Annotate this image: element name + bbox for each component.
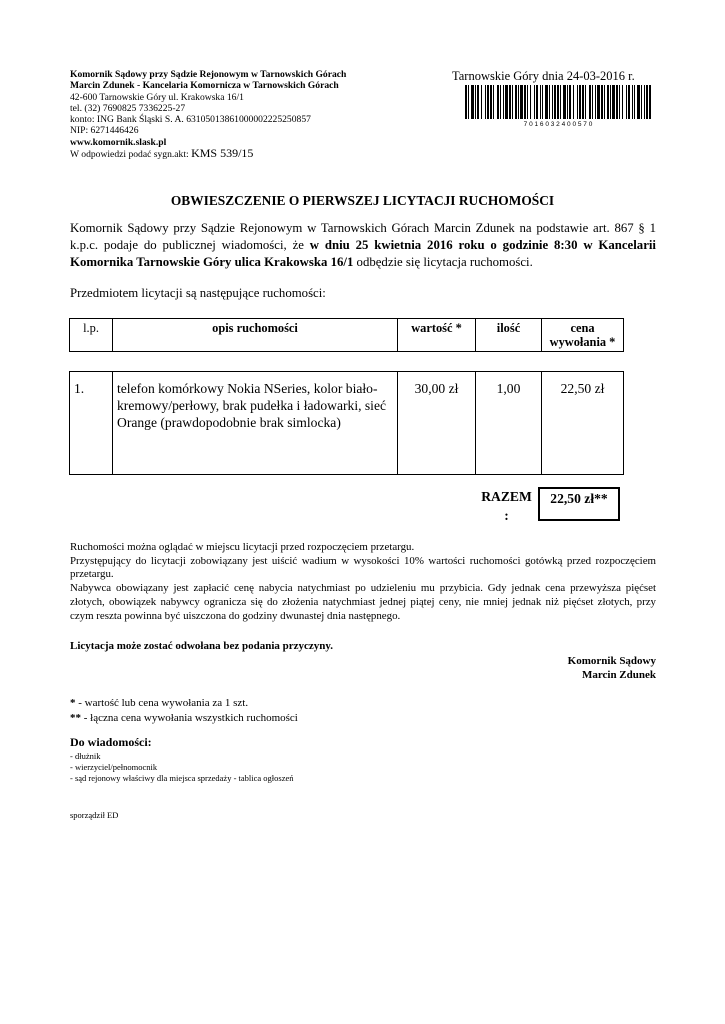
condition-paragraph: Ruchomości można oglądać w miejscu licytacji przed rozpoczęciem przetargu. xyxy=(70,541,415,553)
header-phone: tel. (32) 7690825 7336225-27 xyxy=(70,102,186,114)
footnote-mark: * xyxy=(70,697,76,709)
document-title: OBWIESZCZENIE O PIERWSZEJ LICYTACJI RUCHOMOŚCI xyxy=(170,193,555,208)
place-and-date: Tarnowskie Góry dnia 24-03-2016 r. xyxy=(452,69,635,83)
cell-lp: 1. xyxy=(70,372,113,475)
table-spacer xyxy=(70,352,624,372)
barcode-digits: 7 0 1 6 0 3 2 4 0 0 5 7 0 xyxy=(523,121,593,128)
distribution-list xyxy=(70,737,294,783)
distribution-title: Do wiadomości: xyxy=(70,735,152,749)
header-website: www.komornik.slask.pl xyxy=(70,136,167,148)
signature-name: Marcin Zdunek xyxy=(581,669,656,681)
intro-text-2: odbędzie się licytacja ruchomości. xyxy=(353,255,533,269)
cell-price: 22,50 zł xyxy=(542,372,624,475)
cell-quantity: 1,00 xyxy=(476,372,542,475)
cancellation-notice: Licytacja może zostać odwołana bez podania przyczyny. xyxy=(70,640,334,652)
items-table xyxy=(69,318,624,475)
footnote-mark: ** xyxy=(70,711,81,724)
header-address: 42-600 Tarnowskie Góry ul. Krakowska 16/1 xyxy=(70,91,244,103)
distribution-item: - dłużnik xyxy=(70,751,101,761)
table-header-row xyxy=(70,319,624,352)
footnote-2 xyxy=(70,711,298,726)
barcode-bars xyxy=(465,85,651,119)
reference-label: W odpowiedzi podać sygn.akt: xyxy=(70,149,192,161)
footnote-text: - wartość lub cena wywołania za 1 szt. xyxy=(75,697,249,709)
total-value: 22,50 zł** xyxy=(538,487,620,521)
reference-value: KMS 539/15 xyxy=(191,146,254,161)
footnotes xyxy=(70,696,298,725)
barcode xyxy=(463,85,653,129)
footnote-1 xyxy=(70,696,298,711)
header-account: konto: ING Bank Śląski S. A. 63105013861000002225250857 xyxy=(70,114,311,126)
intro-text-1: Komornik Sądowy przy Sądzie Rejonowym w Tarnowskich Górach Marcin Zdunek na podstawie art. 867 § 1 k.p.c. podaje do publicznej wiadomości, że xyxy=(70,221,656,252)
signature-block xyxy=(568,654,656,682)
condition-paragraph: Przystępujący do licytacji zobowiązany jest uiścić wadium w wysokości 10% wartości ruchomości gotówką przed rozpoczęciem przetargu. xyxy=(70,554,656,581)
header-lp: l.p. xyxy=(70,319,113,352)
intro-bold-text: w dniu 25 kwietnia 2016 roku o godzinie 8:30 w Kancelarii Komornika Tarnowskie Góry ulica Krakowska 16/1 xyxy=(70,238,656,269)
header-line-1: Komornik Sądowy przy Sądzie Rejonowym w Tarnowskich Górach xyxy=(70,69,347,80)
cell-description: telefon komórkowy Nokia NSeries, kolor biało- kremowy/perłowy, brak pudełka i ładowarki, sieć Orange (prawdopodobnie brak simlocka) xyxy=(113,372,398,475)
conditions-text xyxy=(70,541,656,623)
table-row xyxy=(70,372,624,475)
subject-line: Przedmiotem licytacji są następujące ruchomości: xyxy=(70,286,326,300)
intro-paragraph xyxy=(70,220,656,271)
sender-header xyxy=(70,69,430,160)
header-value: wartość * xyxy=(398,319,476,352)
signature-role: Komornik Sądowy xyxy=(567,655,656,667)
header-price: cena wywołania * xyxy=(542,319,624,352)
header-line-2: Marcin Zdunek - Kancelaria Komornicza w Tarnowskich Górach xyxy=(70,80,339,92)
reference-line xyxy=(70,148,430,160)
footnote-text: - łączna cena wywołania wszystkich ruchomości xyxy=(81,711,298,724)
prepared-by: sporządził ED xyxy=(70,810,119,820)
distribution-item: - sąd rejonowy właściwy dla miejsca sprzedaży - tablica ogłoszeń xyxy=(70,772,294,783)
total-label: RAZEM : xyxy=(481,489,532,523)
header-nip: NIP: 6271446426 xyxy=(70,125,139,137)
condition-paragraph: Nabywca obowiązany jest zapłacić cenę nabycia natychmiast po udzieleniu mu przybicia. Gdy jednak cena przewyższa pięćset złotych, obowiązek nabywcy ogranicza się do złożenia natychmiast jednej piątej ceny, nie mniej jednak niż pięćset złotych, przy czym reszta powinna być uiszczona do godziny dwunastej dnia następnego. xyxy=(70,582,656,622)
cell-value: 30,00 zł xyxy=(398,372,476,475)
distribution-item: - wierzyciel/pełnomocnik xyxy=(70,761,158,772)
header-quantity: ilość xyxy=(476,319,542,352)
header-description: opis ruchomości xyxy=(113,319,398,352)
